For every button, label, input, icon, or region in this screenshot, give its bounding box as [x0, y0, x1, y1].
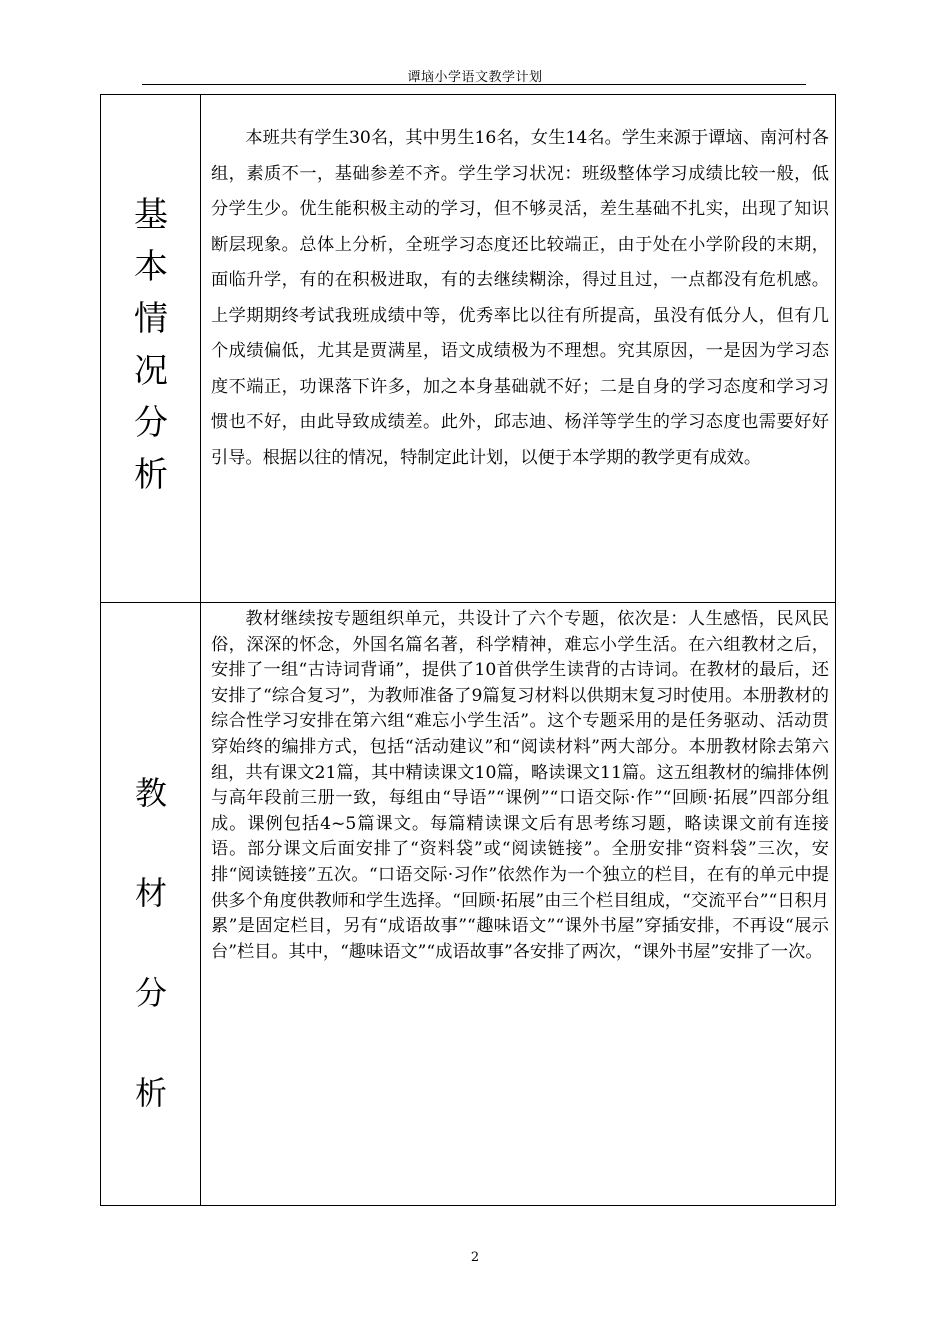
- textbook-analysis-text: 教材继续按专题组织单元，共设计了六个专题，依次是：人生感悟，民风民俗，深深的怀念，外国名篇名著，科学精神，难忘小学生活。在六组教材之后，安排了一组“古诗词背诵”，提供了10首供学生读背的古诗词。在教材的最后，还安排了“综合复习”，为教师准备了9篇复习材料以供期末复习时使用。本册教材的综合性学习安排在第六组“难忘小学生活”。这个专题采用的是任务驱动、活动贯穿始终的编排方式，包括“活动建议”和“阅读材料”两大部分。本册教材除去第六组，共有课文21篇，其中精读课文10篇，略读课文11篇。这五组教材的编排体例与高年段前三册一致，每组由“导语”“课例”“口语交际·作”“回顾·拓展”四部分组成。课例包括4~5篇课文。每篇精读课文后有思考练习题，略读课文前有连接语。部分课文后面安排了“资料袋”或“阅读链接”。全册安排“资料袋”三次，安排“阅读链接”五次。“口语交际·习作”依然作为一个独立的栏目，在有的单元中提供多个角度供教师和学生选择。“回顾·拓展”由三个栏目组成，“交流平台”“日积月累”是固定栏目，另有“成语故事”“趣味语文”“课外书屋”穿插安排，不再设“展示台”栏目。其中，“趣味语文”“成语故事”各安排了两次，“课外书屋”安排了一次。: [211, 609, 829, 962]
- row-content-cell: [201, 95, 835, 602]
- table-row-textbook-analysis: [101, 603, 835, 1205]
- basic-situation-text: 本班共有学生30名，其中男生16名，女生14名。学生来源于谭垴、南河村各组，素质不一，基础参差不齐。学生学习状况：班级整体学习成绩比较一般，低分学生少。优生能积极主动的学习，但不够灵活，差生基础不扎实，出现了知识断层现象。总体上分析，全班学习态度还比较端正，由于处在小学阶段的末期，面临升学，有的在积极进取，有的去继续糊涂，得过且过，一点都没有危机感。上学期期终考试我班成绩中等，优秀率比以往有所提高，虽没有低分人，但有几个成绩偏低，尤其是贾满星，语文成绩极为不理想。究其原因，一是因为学习态度不端正，功课落下许多，加之本身基础就不好；二是自身的学习态度和学习习惯也不好，由此导致成绩差。此外，邱志迪、杨洋等学生的学习态度也需要好好引导。根据以往的情况，特制定此计划，以便于本学期的教学更有成效。: [211, 128, 829, 468]
- label-char: 基: [134, 195, 168, 235]
- page-number: 2: [470, 1250, 480, 1265]
- row-content-cell: [201, 603, 835, 1205]
- label-char: 分: [134, 974, 167, 1012]
- section-label-basic-situation: [101, 189, 201, 501]
- header-divider: [142, 84, 806, 85]
- table-row-basic-situation: [101, 95, 835, 603]
- row-label-cell: [101, 95, 201, 602]
- document-header-title: 谭垴小学语文教学计划: [407, 70, 543, 85]
- plan-table: [100, 94, 836, 1206]
- label-char: 析: [134, 455, 168, 495]
- section-label-textbook-analysis: [101, 743, 201, 1143]
- row-label-cell: [101, 603, 201, 1205]
- label-char: 况: [134, 351, 168, 391]
- label-char: 析: [134, 1074, 167, 1112]
- label-char: 教: [134, 774, 167, 812]
- label-char: 材: [134, 874, 167, 912]
- label-char: 本: [134, 247, 168, 287]
- label-char: 分: [134, 403, 168, 443]
- label-char: 情: [134, 299, 168, 339]
